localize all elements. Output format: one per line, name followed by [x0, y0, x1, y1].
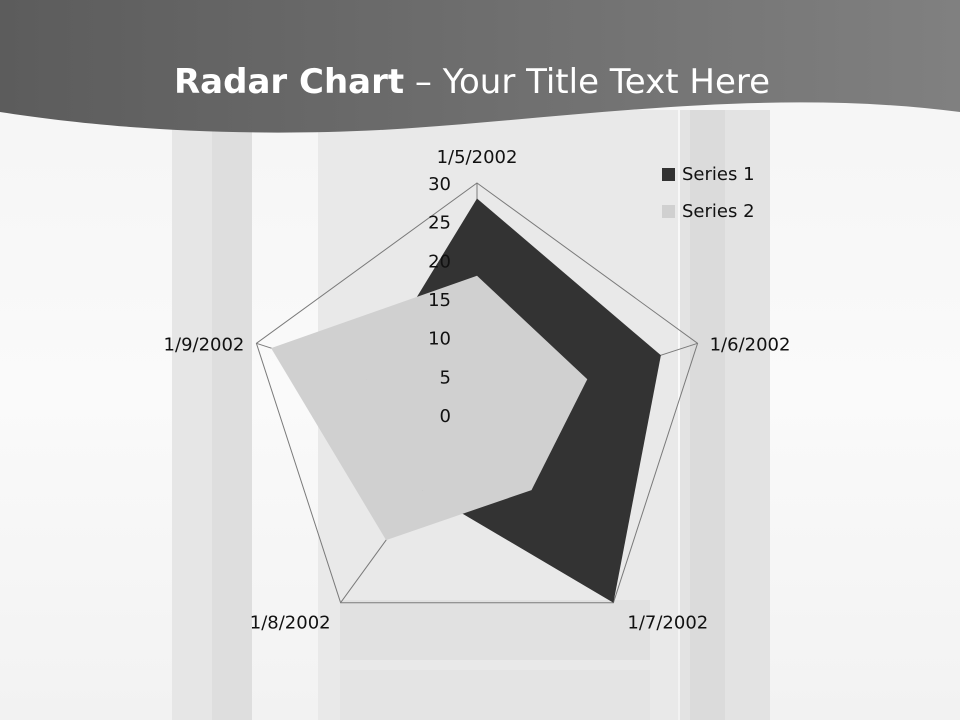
category-label: 1/9/2002 [163, 334, 245, 356]
title-rest-part: – Your Title Text Here [404, 62, 771, 102]
category-label: 1/8/2002 [249, 612, 331, 634]
tick-label: 30 [428, 174, 451, 195]
tick-label: 15 [428, 290, 451, 311]
legend [662, 164, 755, 222]
radar-series [271, 198, 661, 602]
legend-label-2: Series 2 [682, 201, 755, 222]
category-label: 1/5/2002 [436, 147, 518, 168]
tick-label: 25 [428, 212, 451, 234]
legend-swatch-2 [662, 205, 675, 218]
legend-swatch-1 [662, 168, 675, 181]
tick-label: 10 [428, 328, 451, 350]
tick-label: 20 [428, 251, 451, 273]
category-label: 1/6/2002 [709, 334, 791, 356]
tick-label: 0 [439, 406, 451, 427]
title-bold-part: Radar Chart [173, 62, 405, 102]
legend-label-1: Series 1 [682, 164, 755, 185]
category-label: 1/7/2002 [627, 612, 709, 634]
tick-label: 5 [439, 367, 451, 389]
